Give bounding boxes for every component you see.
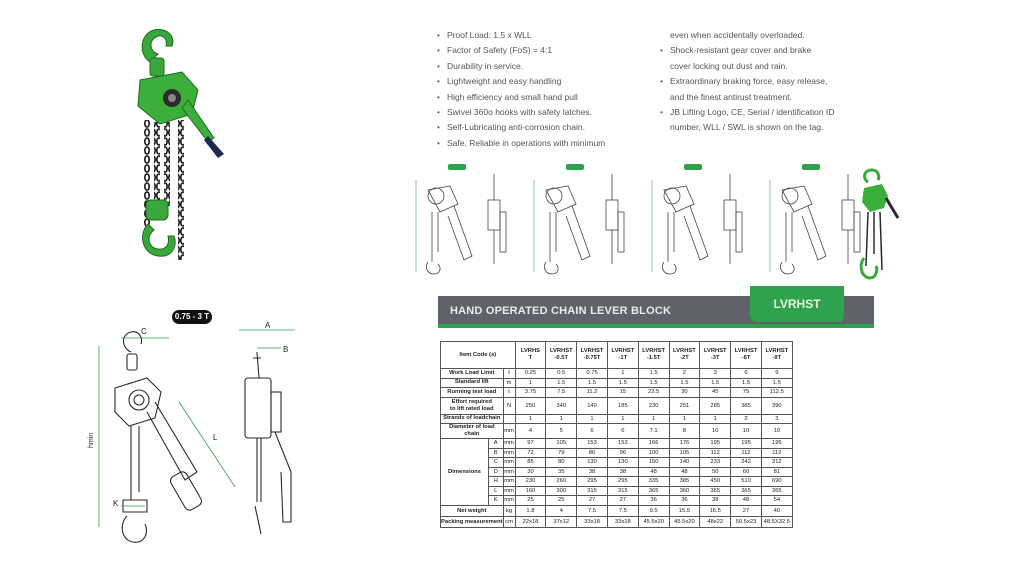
table-row (441, 369, 793, 379)
table-cell: 75 (731, 388, 762, 398)
table-row (441, 378, 793, 388)
feature-list-left (437, 28, 657, 151)
header-accent-strip (438, 324, 874, 328)
table-cell: 360 (669, 486, 700, 496)
table-cell: 233 (700, 458, 731, 468)
feature-item: number, WLL / SWL is shown on the tag. (670, 122, 824, 133)
table-cell: 510 (731, 477, 762, 487)
table-cell: 30 (669, 388, 700, 398)
table-cell: 45 (700, 388, 731, 398)
dimension-key: B (488, 448, 503, 458)
table-cell: 1 (515, 414, 546, 424)
row-label: Strands of loadchain (441, 414, 504, 424)
table-cell: 160 (515, 486, 546, 496)
table-cell: 130 (577, 458, 608, 468)
model-thumbnail-tag (802, 164, 820, 170)
table-cell: 385 (731, 397, 762, 414)
column-header: LVRHST -3T (700, 342, 731, 369)
table-cell: 153 (607, 439, 638, 449)
table-cell: 300 (546, 486, 577, 496)
table-cell: 1 (607, 414, 638, 424)
section-title: HAND OPERATED CHAIN LEVER BLOCK (450, 305, 672, 317)
table-cell: 7.5 (546, 388, 577, 398)
table-cell: 96 (607, 448, 638, 458)
table-cell: 140 (669, 458, 700, 468)
table-cell: 38 (577, 467, 608, 477)
column-header: LVRHST -1.5T (638, 342, 669, 369)
feature-item: • Durability in service. (437, 59, 657, 74)
dim-label-l: L (213, 433, 218, 442)
table-cell: 390 (761, 397, 792, 414)
table-row (441, 439, 793, 449)
table-cell: 25 (515, 496, 546, 506)
row-unit (503, 414, 515, 424)
table-cell: 15.5 (669, 505, 700, 516)
table-cell: 230 (515, 477, 546, 487)
table-cell: 140 (577, 397, 608, 414)
table-cell: 38 (700, 496, 731, 506)
table-cell: 365 (731, 486, 762, 496)
table-cell: 25 (546, 496, 577, 506)
table-cell: 48 (638, 467, 669, 477)
table-cell: 166 (638, 439, 669, 449)
table-cell: 10 (761, 424, 792, 439)
table-cell: 185 (607, 397, 638, 414)
table-cell: 105 (546, 439, 577, 449)
table-cell: 45.5x20 (638, 516, 669, 527)
table-cell: 1.5 (731, 378, 762, 388)
feature-item: • Swivel 360o hooks with safety latches. (437, 105, 657, 120)
table-cell: 230 (638, 397, 669, 414)
table-cell: 130 (607, 458, 638, 468)
row-unit: m (503, 378, 515, 388)
table-cell: 79 (546, 448, 577, 458)
row-unit: N (503, 397, 515, 414)
table-cell: 3 (761, 414, 792, 424)
table-cell: 60 (731, 467, 762, 477)
feature-item: • Lightweight and easy handling (437, 74, 657, 89)
table-cell: 7.1 (638, 424, 669, 439)
column-header: Item Code (s) (441, 342, 516, 369)
row-unit: mm (503, 424, 515, 439)
dimension-key: K (488, 496, 503, 506)
table-cell: 6 (607, 424, 638, 439)
table-cell: 81 (761, 467, 792, 477)
table-cell: 48.5X32.5 (761, 516, 792, 527)
table-cell: 10 (731, 424, 762, 439)
table-cell: 0.5 (546, 369, 577, 379)
table-cell: 7.5 (577, 505, 608, 516)
column-header: LVRHST -0.75T (577, 342, 608, 369)
table-row (441, 397, 793, 414)
feature-item: • Safe, Reliable in operations with minimum (437, 136, 657, 151)
feature-item: cover locking out dust and rain. (670, 60, 788, 71)
table-cell: 312 (761, 458, 792, 468)
feature-item: • JB Lifting Logo, CE, Serial / identification ID (660, 105, 890, 120)
model-thumbnail-tag (684, 164, 702, 170)
table-cell: 35 (546, 467, 577, 477)
dim-label-c: C (141, 327, 147, 336)
table-cell: 5 (546, 424, 577, 439)
dim-label-b: B (283, 345, 289, 354)
table-cell: 1 (546, 414, 577, 424)
column-header: LVRHST -1T (607, 342, 638, 369)
table-cell: 112.5 (761, 388, 792, 398)
table-cell: 1.5 (546, 378, 577, 388)
table-cell: 335 (638, 477, 669, 487)
dimension-drawing (85, 322, 300, 552)
row-unit: mm (504, 440, 514, 447)
row-unit: mm (504, 497, 514, 504)
table-cell: 37x12 (546, 516, 577, 527)
table-cell: 1 (515, 378, 546, 388)
feature-item: and the finest antirust treatment. (670, 91, 792, 102)
table-cell: 1.5 (638, 378, 669, 388)
table-cell: 27 (607, 496, 638, 506)
table-cell: 295 (607, 477, 638, 487)
table-cell: 50.5x23 (731, 516, 762, 527)
table-cell: 86 (577, 448, 608, 458)
table-row (441, 448, 793, 458)
table-cell: 1 (638, 414, 669, 424)
table-cell: 195 (700, 439, 731, 449)
table-cell: 9 (761, 369, 792, 379)
table-cell: 385 (669, 477, 700, 487)
table-cell: 2 (731, 414, 762, 424)
table-row (441, 414, 793, 424)
dimension-key: D (488, 467, 503, 477)
dim-label-k: K (113, 499, 119, 508)
green-hoist-thumbnail (861, 170, 898, 278)
row-label: Work Load Limit (441, 369, 504, 379)
table-cell: 1.5 (700, 378, 731, 388)
table-cell: 112 (700, 448, 731, 458)
model-drawing-thumbnail (534, 174, 624, 274)
table-cell: 150 (638, 458, 669, 468)
table-row (441, 458, 793, 468)
table-cell: 7.5 (607, 505, 638, 516)
table-cell: 153 (577, 439, 608, 449)
table-cell: 72 (515, 448, 546, 458)
table-cell: 48x22 (700, 516, 731, 527)
row-unit: t (503, 388, 515, 398)
table-cell: 690 (761, 477, 792, 487)
model-drawing-thumbnail (770, 174, 860, 274)
table-row (441, 424, 793, 439)
table-cell: 10 (700, 424, 731, 439)
table-cell: 2 (669, 369, 700, 379)
feature-item: • Shock-resistant gear cover and brake (660, 43, 890, 58)
series-tag (750, 286, 844, 322)
series-tag-label: LVRHST (773, 297, 821, 311)
feature-item: • Proof Load: 1.5 x WLL (437, 28, 657, 43)
row-unit: mm (504, 478, 514, 485)
table-cell: 6 (577, 424, 608, 439)
table-cell: 45.5x20 (669, 516, 700, 527)
row-label: Running test load (441, 388, 504, 398)
table-cell: 365 (700, 486, 731, 496)
row-unit: cm (503, 516, 515, 527)
table-cell: 365 (761, 486, 792, 496)
table-cell: 48 (669, 467, 700, 477)
table-cell: 251 (669, 397, 700, 414)
row-label: Standard lift (441, 378, 504, 388)
table-cell: 11.2 (577, 388, 608, 398)
table-cell: 260 (546, 477, 577, 487)
column-header: LVRHST -6T (731, 342, 762, 369)
table-row (441, 467, 793, 477)
table-cell: 30 (515, 467, 546, 477)
table-cell: 176 (669, 439, 700, 449)
table-row (441, 516, 793, 527)
column-header: LVRHST -0.5T (546, 342, 577, 369)
spec-table (440, 341, 793, 528)
table-cell: 48 (731, 496, 762, 506)
row-unit: mm (504, 449, 514, 456)
table-cell: 450 (700, 477, 731, 487)
row-unit: mm (504, 459, 514, 466)
table-row (441, 505, 793, 516)
table-cell: 105 (669, 448, 700, 458)
row-unit: kg (503, 505, 515, 516)
table-cell: 1 (607, 369, 638, 379)
model-thumbnails (410, 160, 900, 280)
table-cell: 6 (731, 369, 762, 379)
lever-hoist-photo (120, 20, 240, 270)
table-cell: 365 (638, 486, 669, 496)
table-cell: 15 (607, 388, 638, 398)
row-label: Diameter of load chain (441, 424, 504, 439)
table-cell: 4 (546, 505, 577, 516)
row-unit: mm (504, 468, 514, 475)
table-cell: 295 (577, 477, 608, 487)
table-cell: 195 (731, 439, 762, 449)
row-unit: t (503, 369, 515, 379)
table-cell: 36 (638, 496, 669, 506)
dimension-key: A (488, 439, 503, 449)
feature-item: • Extraordinary braking force, easy release, (660, 74, 890, 89)
dim-label-hmin: hmin (88, 432, 95, 448)
row-label: Net weight (441, 505, 504, 516)
table-cell: 1.8 (515, 505, 546, 516)
table-cell: 1.5 (669, 378, 700, 388)
table-cell: 250 (515, 397, 546, 414)
table-row (441, 496, 793, 506)
table-cell: 97 (515, 439, 546, 449)
row-label: Packing measurement (441, 516, 504, 527)
table-cell: 27 (577, 496, 608, 506)
table-cell: 27 (731, 505, 762, 516)
table-row (441, 477, 793, 487)
table-cell: 38 (607, 467, 638, 477)
table-cell: 85 (515, 458, 546, 468)
table-cell: 0.25 (515, 369, 546, 379)
table-cell: 16.5 (700, 505, 731, 516)
dimension-key: L (488, 486, 503, 496)
table-row (441, 388, 793, 398)
table-cell: 285 (700, 397, 731, 414)
table-cell: 54 (761, 496, 792, 506)
table-cell: 340 (546, 397, 577, 414)
dimension-key: C (488, 458, 503, 468)
model-thumbnail-tag (448, 164, 466, 170)
table-header-row (441, 342, 793, 369)
feature-item: • Self-Lubricating anti-corrosion chain. (437, 120, 657, 135)
table-cell: 80 (546, 458, 577, 468)
table-cell: 195 (761, 439, 792, 449)
table-cell: 36 (669, 496, 700, 506)
table-row (441, 486, 793, 496)
table-cell: 50 (700, 467, 731, 477)
table-cell: 1.5 (577, 378, 608, 388)
capacity-badge: 0.75 - 3 T (172, 310, 212, 324)
column-header: LVRHS T (515, 342, 546, 369)
row-label: Dimensions (441, 439, 489, 506)
table-cell: 40 (761, 505, 792, 516)
table-cell: 33x18 (577, 516, 608, 527)
feature-item: • High efficiency and small hand pull (437, 90, 657, 105)
table-cell: 0.75 (577, 369, 608, 379)
model-thumbnail-tag (566, 164, 584, 170)
table-cell: 1.5 (607, 378, 638, 388)
table-cell: 1 (669, 414, 700, 424)
table-cell: 1.5 (638, 369, 669, 379)
table-cell: 22.5 (638, 388, 669, 398)
table-cell: 100 (638, 448, 669, 458)
table-cell: 8 (669, 424, 700, 439)
table-cell: 1.5 (761, 378, 792, 388)
column-header: LVRHST -2T (669, 342, 700, 369)
table-cell: 22x18 (515, 516, 546, 527)
table-cell: 1 (577, 414, 608, 424)
model-drawing-thumbnail (652, 174, 742, 274)
feature-list-right (660, 28, 890, 136)
table-cell: 315 (577, 486, 608, 496)
dimension-key: H (488, 477, 503, 487)
row-label: Effort required to lift rated load (441, 397, 504, 414)
table-cell: 3.75 (515, 388, 546, 398)
table-cell: 242 (731, 458, 762, 468)
feature-item: even when accidentally overloaded. (670, 30, 805, 40)
table-cell: 9.5 (638, 505, 669, 516)
feature-item: • Factor of Safety (FoS) = 4:1 (437, 43, 657, 58)
table-cell: 112 (731, 448, 762, 458)
table-cell: 4 (515, 424, 546, 439)
row-unit: mm (504, 487, 514, 494)
table-cell: 112 (761, 448, 792, 458)
model-drawing-thumbnail (416, 174, 506, 274)
dim-label-a: A (265, 322, 271, 330)
table-cell: 1 (700, 414, 731, 424)
table-cell: 315 (607, 486, 638, 496)
table-cell: 33x18 (607, 516, 638, 527)
column-header: LVRHST -9T (761, 342, 792, 369)
table-cell: 3 (700, 369, 731, 379)
